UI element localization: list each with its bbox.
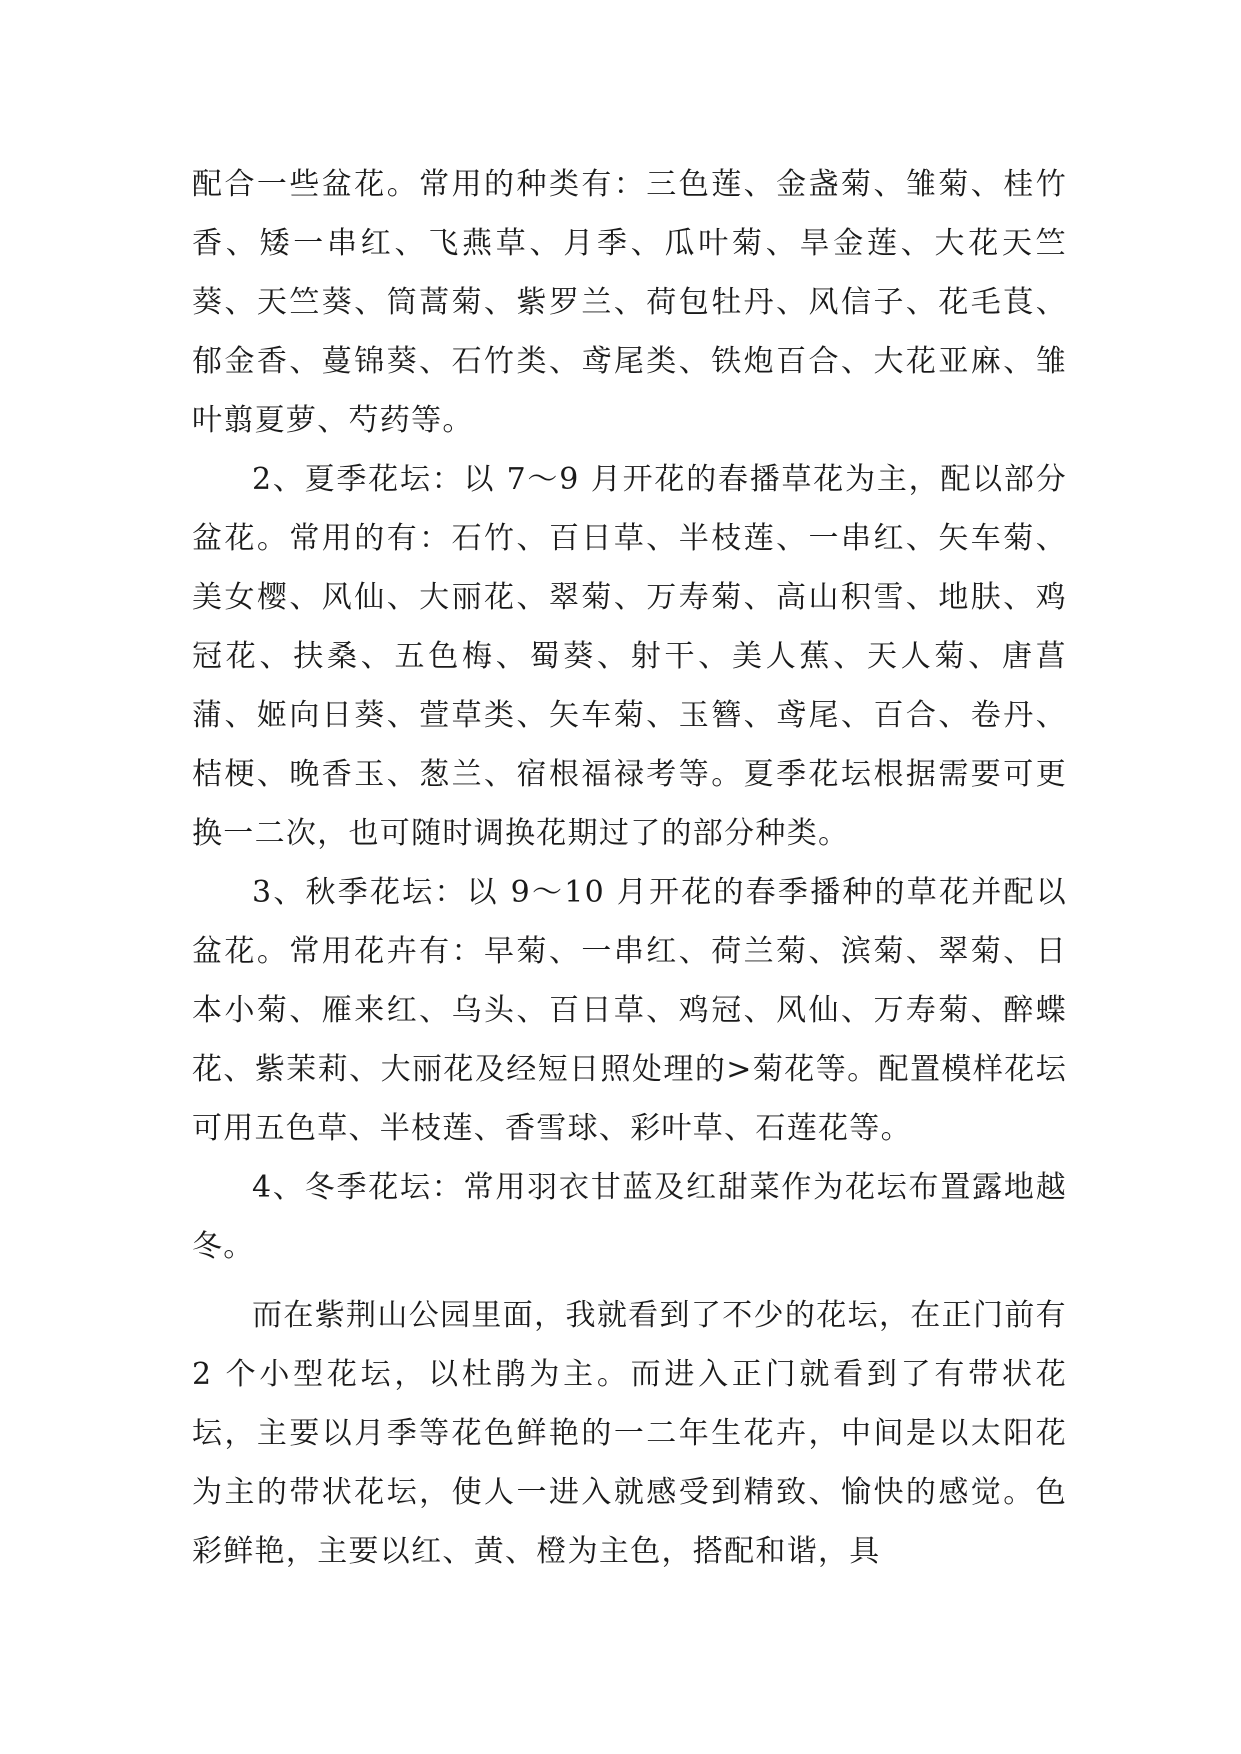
paragraph-spring-continued: 配合一些盆花。常用的种类有：三色莲、金盏菊、雏菊、桂竹香、矮一串红、飞燕草、月季、瓜叶菊、旱金莲、大花天竺葵、天竺葵、筒蒿菊、紫罗兰、荷包牡丹、风信子、花毛茛、郁金香、蔓锦葵、石竹类、鸢尾类、铁炮百合、大花亚麻、雏叶翦夏萝、芍药等。 (192, 167, 1067, 438)
paragraph-autumn-flowerbed: 3、秋季花坛：以 9～10 月开花的春季播种的草花并配以盆花。常用花卉有：早菊、一串红、荷兰菊、滨菊、翠菊、日本小菊、雁来红、乌头、百日草、鸡冠、风仙、万寿菊、醉蝶花、紫茉莉、大丽花及经短日照处理的>菊花等。配置模样花坛可用五色草、半枝莲、香雪球、彩叶草、石莲花等。 (192, 875, 1067, 1146)
paragraph-zijingshan-park: 而在紫荆山公园里面，我就看到了不少的花坛，在正门前有 2 个小型花坛，以杜鹃为主。而进入正门就看到了有带状花坛，主要以月季等花色鲜艳的一二年生花卉，中间是以太阳花为主的带状花坛，使人一进入就感受到精致、愉快的感觉。色彩鲜艳，主要以红、黄、橙为主色，搭配和谐，具 (192, 1298, 1067, 1569)
document-body (192, 155, 1067, 1581)
paragraph-summer-flowerbed: 2、夏季花坛：以 7～9 月开花的春播草花为主，配以部分盆花。常用的有：石竹、百日草、半枝莲、一串红、矢车菊、美女樱、风仙、大丽花、翠菊、万寿菊、高山积雪、地肤、鸡冠花、扶桑、五色梅、蜀葵、射干、美人蕉、天人菊、唐菖蒲、姬向日葵、萱草类、矢车菊、玉簪、鸢尾、百合、卷丹、桔梗、晚香玉、葱兰、宿根福禄考等。夏季花坛根据需要可更换一二次，也可随时调换花期过了的部分种类。 (192, 462, 1067, 851)
paragraph-winter-flowerbed: 4、冬季花坛：常用羽衣甘蓝及红甜菜作为花坛布置露地越冬。 (192, 1170, 1067, 1264)
